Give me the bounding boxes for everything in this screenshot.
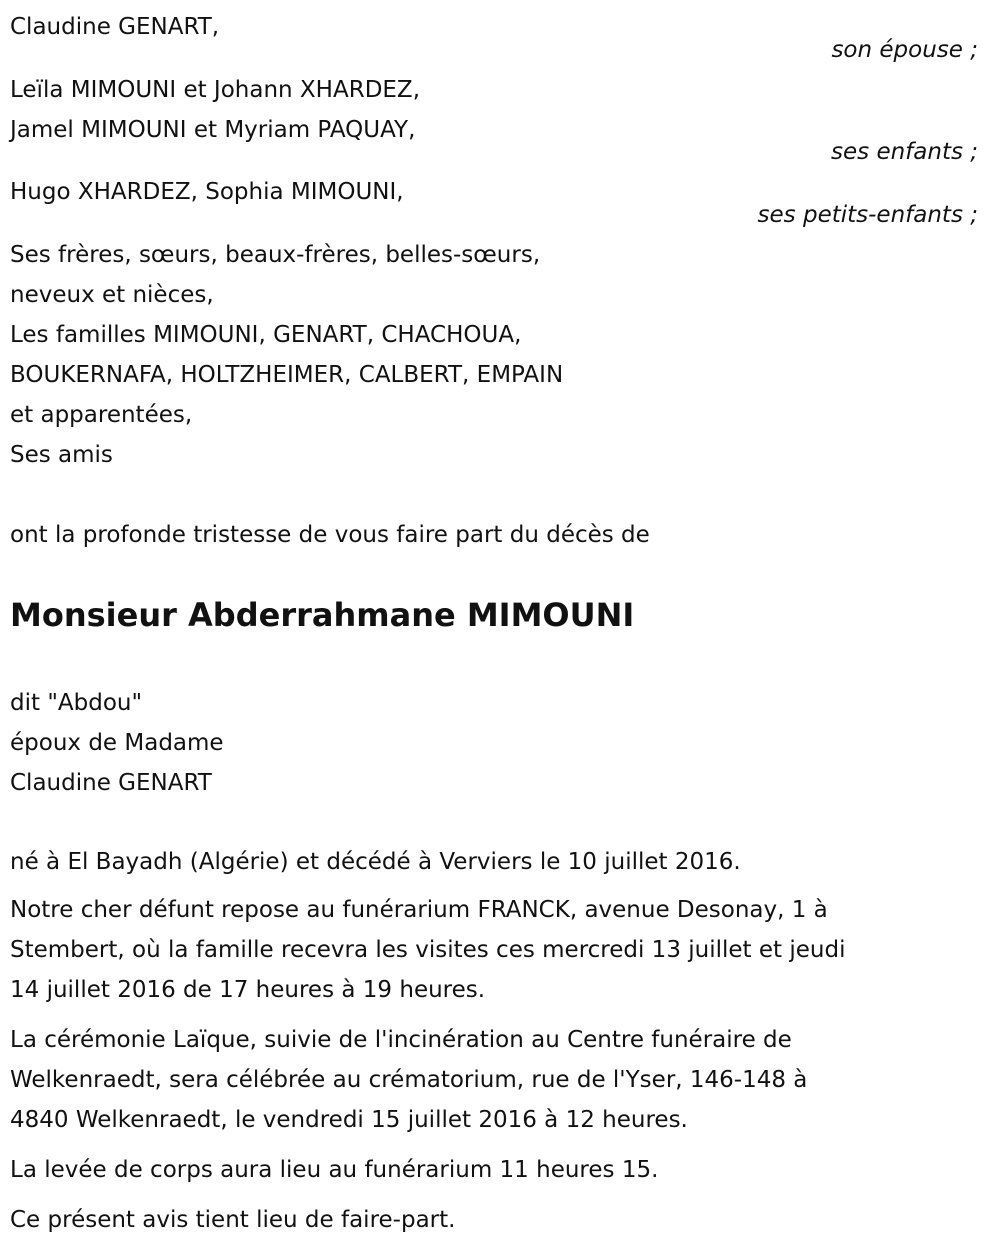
ceremony-line: La cérémonie Laïque, suivie de l'incinération au Centre funéraire de xyxy=(10,1027,792,1053)
aka-line: époux de Madame xyxy=(10,730,224,756)
visits-line: Notre cher défunt repose au funérarium FRANCK, avenue Desonay, 1 à xyxy=(10,897,828,923)
relatives-line: et apparentées, xyxy=(10,402,193,428)
relatives-line: Les familles MIMOUNI, GENART, CHACHOUA, xyxy=(10,322,522,348)
birth-death: né à El Bayadh (Algérie) et décédé à Verviers le 10 juillet 2016. xyxy=(10,849,741,875)
closing-note: Ce présent avis tient lieu de faire-part. xyxy=(10,1207,456,1233)
deceased-name: Monsieur Abderrahmane MIMOUNI xyxy=(10,596,635,634)
body-removal: La levée de corps aura lieu au funérarium 11 heures 15. xyxy=(10,1157,659,1183)
ceremony-line: 4840 Welkenraedt, le vendredi 15 juillet 2016 à 12 heures. xyxy=(10,1107,688,1133)
relatives-line: neveux et nièces, xyxy=(10,282,214,308)
spouse-role: son épouse ; xyxy=(831,37,978,63)
ceremony-line: Welkenraedt, sera célébrée au crématorium, rue de l'Yser, 146-148 à xyxy=(10,1067,808,1093)
grandchildren-role: ses petits-enfants ; xyxy=(757,202,978,228)
visits-line: Stembert, où la famille recevra les visites ces mercredi 13 juillet et jeudi xyxy=(10,937,846,963)
grandchildren: Hugo XHARDEZ, Sophia MIMOUNI, xyxy=(10,179,404,205)
relatives-line: BOUKERNAFA, HOLTZHEIMER, CALBERT, EMPAIN xyxy=(10,362,564,388)
spouse-name: Claudine GENART, xyxy=(10,14,220,40)
child-line: Leïla MIMOUNI et Johann XHARDEZ, xyxy=(10,77,421,103)
aka-line: Claudine GENART xyxy=(10,770,212,796)
relatives-line: Ses amis xyxy=(10,442,113,468)
relatives-line: Ses frères, sœurs, beaux-frères, belles-sœurs, xyxy=(10,242,541,268)
announcement: ont la profonde tristesse de vous faire part du décès de xyxy=(10,522,650,548)
child-line: Jamel MIMOUNI et Myriam PAQUAY, xyxy=(10,117,416,143)
children-role: ses enfants ; xyxy=(831,139,978,165)
aka-line: dit "Abdou" xyxy=(10,690,143,716)
visits-line: 14 juillet 2016 de 17 heures à 19 heures. xyxy=(10,977,486,1003)
